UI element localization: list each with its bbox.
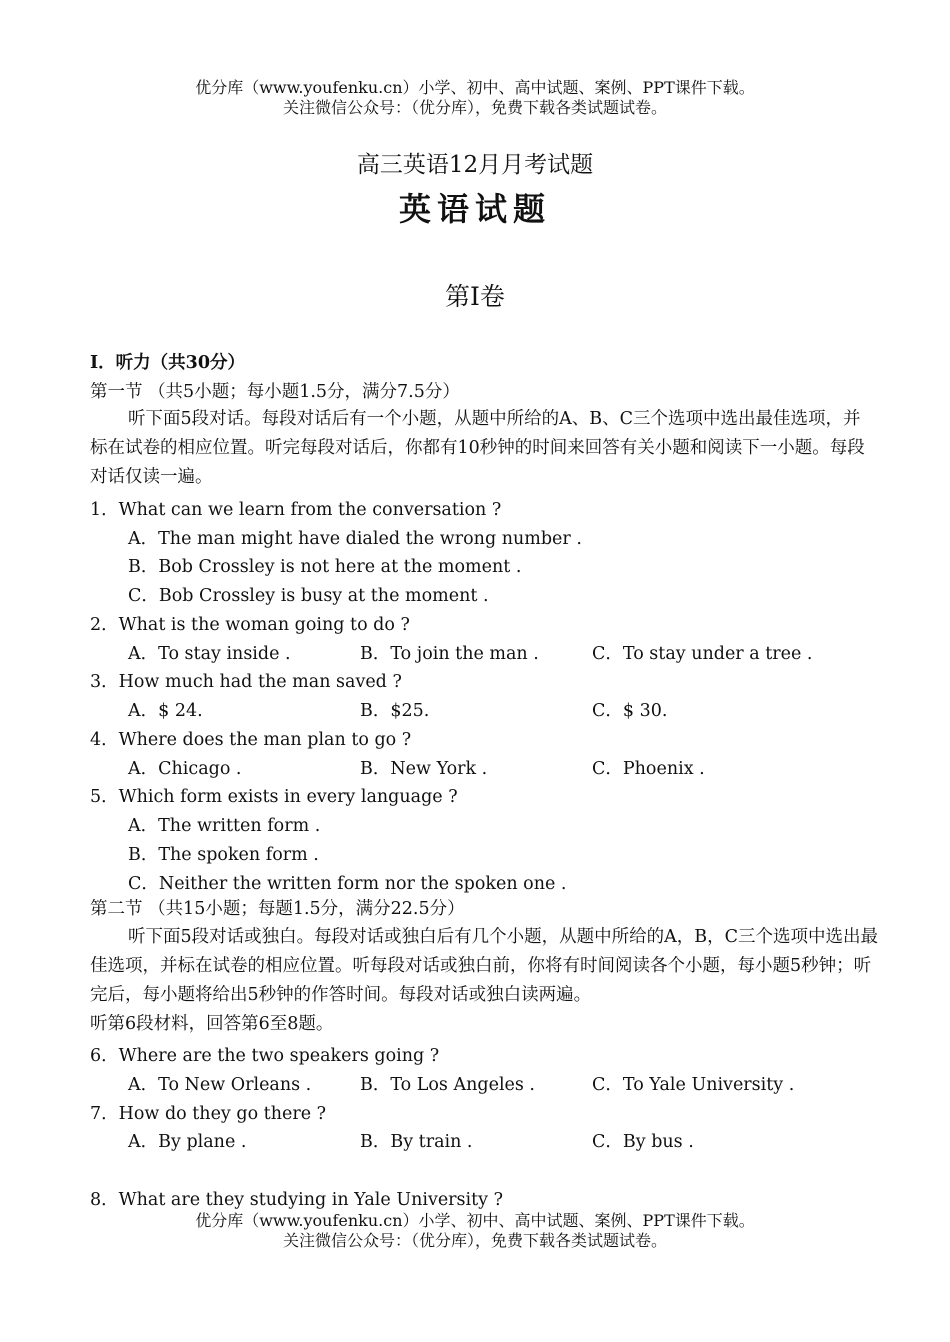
q3-option-c: C．$ 30. xyxy=(592,701,668,721)
q2-option-a: A．To stay inside . xyxy=(128,644,291,664)
part2-material: 听第6段材料，回答第6至8题。 xyxy=(90,1014,334,1034)
q6-option-a: A．To New Orleans . xyxy=(128,1075,312,1095)
q4-option-b: B．New York . xyxy=(360,759,488,779)
question-6: 6．Where are the two speakers going ? xyxy=(90,1046,440,1066)
q6-option-b: B．To Los Angeles . xyxy=(360,1075,535,1095)
question-1: 1．What can we learn from the conversation ? xyxy=(90,500,502,520)
question-8: 8．What are they studying in Yale University ? xyxy=(90,1190,503,1210)
question-5: 5．Which form exists in every language ? xyxy=(90,787,458,807)
q5-option-a: A．The written form . xyxy=(128,816,321,836)
question-2: 2．What is the woman going to do ? xyxy=(90,615,410,635)
footer-line-2: 关注微信公众号：（优分库），免费下载各类试题试卷。 xyxy=(282,1231,667,1250)
header-line-2: 关注微信公众号：（优分库），免费下载各类试题试卷。 xyxy=(282,98,667,117)
part1-instructions: 听下面5段对话。每段对话后有一个小题，从题中所给的A、B、C三个选项中选出最佳选项，并标在试卷的相应位置。听完每段对话后，你都有10秒钟的时间来回答有关小题和阅读下一小题。每段对话仅读一遍。 xyxy=(90,409,865,487)
question-7: 7．How do they go there ? xyxy=(90,1104,327,1124)
exam-subtitle: 英语试题 xyxy=(398,190,551,228)
header-line-1: 优分库（www.youfenku.cn）小学、初中、高中试题、案例、PPT课件下载。 xyxy=(195,78,755,97)
q7-option-b: B．By train . xyxy=(360,1132,473,1152)
q4-option-a: A．Chicago . xyxy=(128,759,242,779)
q7-option-c: C．By bus . xyxy=(592,1132,694,1152)
q1-option-c: C．Bob Crossley is busy at the moment . xyxy=(128,586,489,606)
q1-option-b: B．Bob Crossley is not here at the moment . xyxy=(128,557,522,577)
q2-option-b: B．To join the man . xyxy=(360,644,539,664)
q2-option-c: C．To stay under a tree . xyxy=(592,644,813,664)
part2-heading: 第二节 （共15小题；每题1.5分，满分22.5分） xyxy=(90,899,465,919)
q5-option-c: C．Neither the written form nor the spoken one . xyxy=(128,874,567,894)
q6-option-c: C．To Yale University . xyxy=(592,1075,795,1095)
section-heading-listening: I．听力（共30分） xyxy=(90,353,246,373)
volume-title: 第Ⅰ卷 xyxy=(445,282,505,311)
q1-option-a: A．The man might have dialed the wrong number . xyxy=(128,529,582,549)
q5-option-b: B．The spoken form . xyxy=(128,845,319,865)
exam-title: 高三英语12月月考试题 xyxy=(356,152,594,178)
question-4: 4．Where does the man plan to go ? xyxy=(90,730,412,750)
q4-option-c: C．Phoenix . xyxy=(592,759,705,779)
q7-option-a: A．By plane . xyxy=(128,1132,247,1152)
question-3: 3．How much had the man saved ? xyxy=(90,672,402,692)
part2-instructions: 听下面5段对话或独白。每段对话或独白后有几个小题，从题中所给的A，B，C三个选项中选出最佳选项，并标在试卷的相应位置。听每段对话或独白前，你将有时间阅读各个小题，每小题5秒钟；听完后，每小题将给出5秒钟的作答时间。每段对话或独白读两遍。 xyxy=(90,927,879,1005)
q3-option-b: B．$25. xyxy=(360,701,430,721)
q3-option-a: A．$ 24. xyxy=(128,701,203,721)
footer-line-1: 优分库（www.youfenku.cn）小学、初中、高中试题、案例、PPT课件下载。 xyxy=(195,1211,755,1230)
part1-heading: 第一节 （共5小题；每小题1.5分，满分7.5分） xyxy=(90,382,460,402)
